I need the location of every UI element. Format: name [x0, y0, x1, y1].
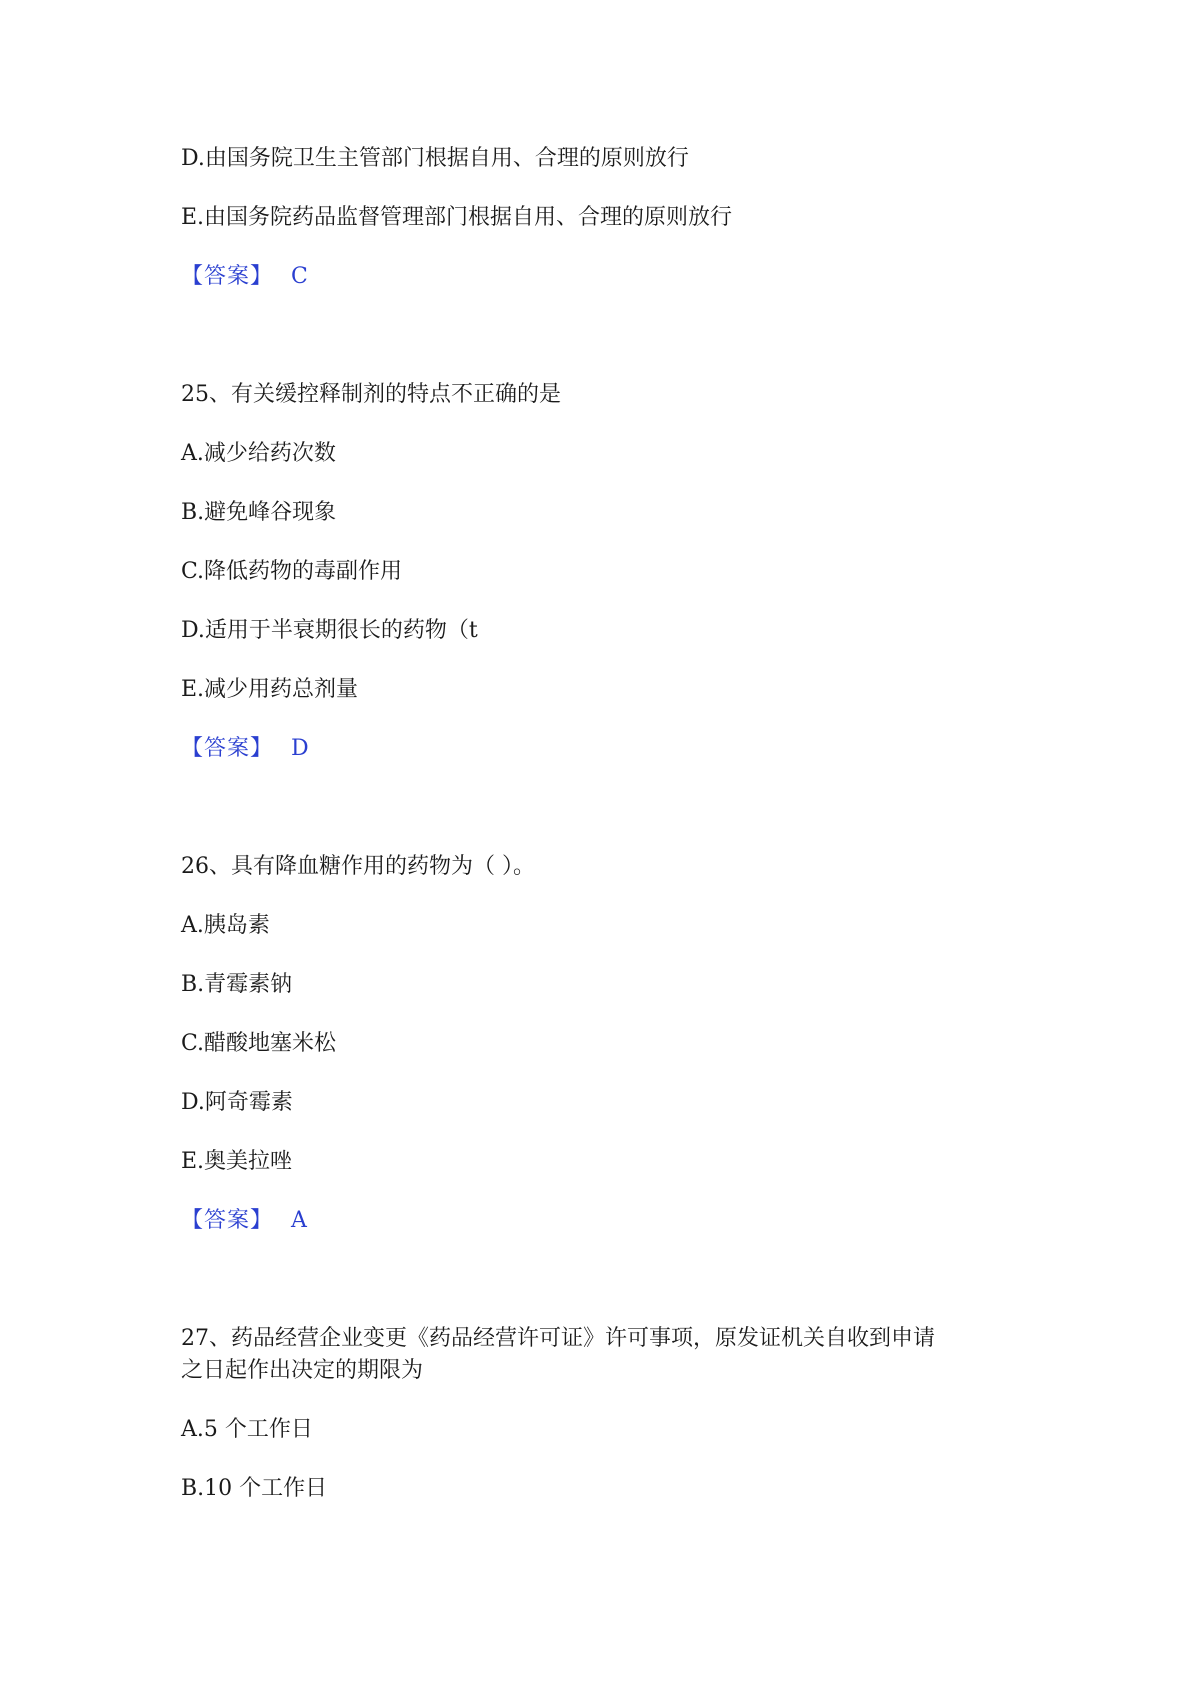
q27-stem-line1: 27、药品经营企业变更《药品经营许可证》许可事项，原发证机关自收到申请	[181, 1326, 935, 1351]
q25-option-e: E.减少用药总剂量	[181, 677, 359, 702]
q27-option-b: B.10 个工作日	[181, 1476, 328, 1501]
q25-option-b: B.避免峰谷现象	[181, 500, 337, 525]
answer-label: 【答案】	[181, 736, 274, 761]
q26-option-b: B.青霉素钠	[181, 972, 293, 997]
q26-answer	[181, 1206, 307, 1236]
q27-option-a: A.5 个工作日	[181, 1417, 313, 1442]
q25-stem: 25、有关缓控释制剂的特点不正确的是	[181, 382, 561, 407]
q26-option-a: A.胰岛素	[181, 913, 270, 938]
q25-option-c: C.降低药物的毒副作用	[181, 559, 403, 584]
q24-option-d: D.由国务院卫生主管部门根据自用、合理的原则放行	[181, 146, 689, 171]
answer-label: 【答案】	[181, 264, 274, 289]
answer-value: D	[291, 736, 309, 761]
q26-option-e: E.奥美拉唑	[181, 1149, 293, 1174]
q25-option-d: D.适用于半衰期很长的药物（t	[181, 618, 478, 643]
answer-value: C	[291, 264, 308, 289]
q26-option-c: C.醋酸地塞米松	[181, 1031, 337, 1056]
q24-answer	[181, 262, 308, 292]
q26-option-d: D.阿奇霉素	[181, 1090, 293, 1115]
q24-option-e: E.由国务院药品监督管理部门根据自用、合理的原则放行	[181, 205, 733, 230]
q25-answer	[181, 734, 309, 764]
q27-stem-line2: 之日起作出决定的期限为	[181, 1358, 424, 1383]
answer-label: 【答案】	[181, 1208, 274, 1233]
answer-value: A	[291, 1208, 307, 1233]
q25-option-a: A.减少给药次数	[181, 441, 336, 466]
q26-stem: 26、具有降血糖作用的药物为（ ）。	[181, 854, 535, 879]
